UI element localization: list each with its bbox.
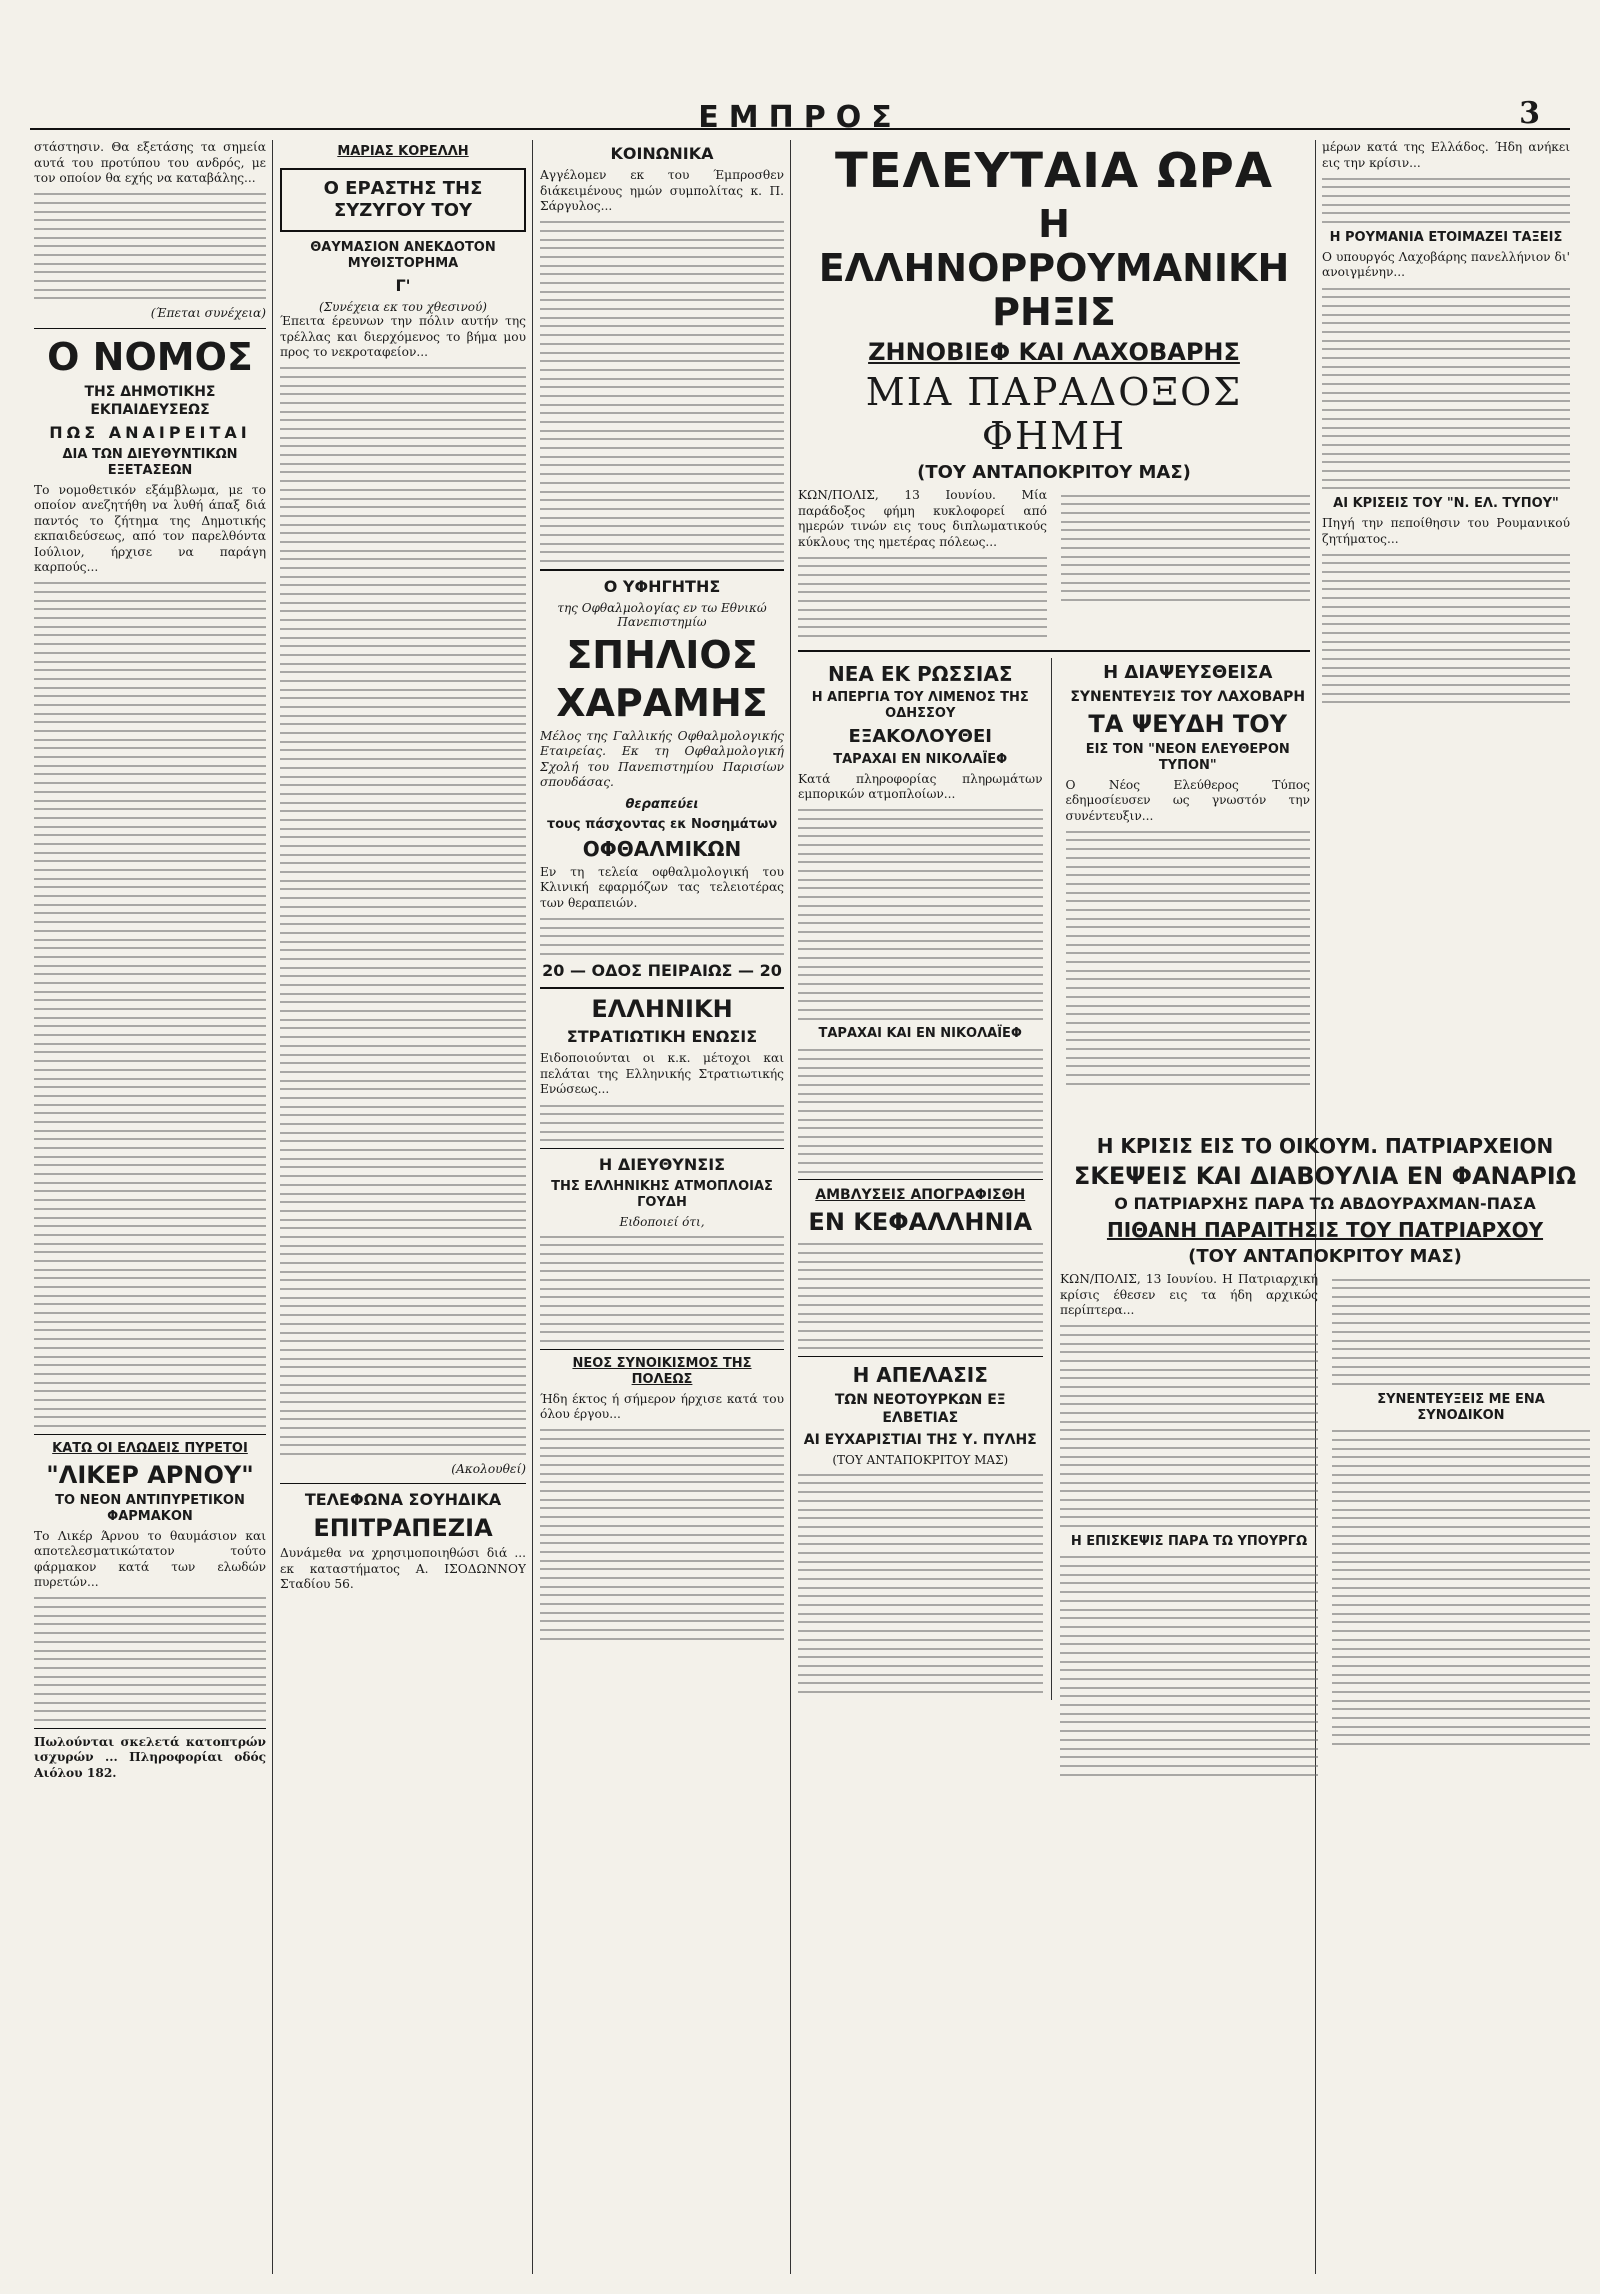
direction-title: Η ΔΙΕΥΘΥΝΣΙΣ (598, 1154, 726, 1174)
doctor-therapeuei-2: τους πάσχοντας εκ Νοσημάτων (546, 816, 778, 832)
amvlyseis-title-2: ΕΝ ΚΕΦΑΛΛΗΝΙΑ (808, 1208, 1033, 1237)
classified-ad: Πωλούνται σκελετά κατοπτρών ισχυρών ... Πληροφορίαι οδός Αιόλου 182. (34, 1734, 266, 1780)
ad-kicker: ΚΑΤΩ ΟΙ ΕΛΩΔΕΙΣ ΠΥΡΕΤΟΙ (52, 1440, 248, 1456)
text-block (280, 367, 526, 1455)
krisis-title: Η ΚΡΙΣΙΣ ΕΙΣ ΤΟ ΟΙΚΟΥΜ. ΠΑΤΡΙΑΡΧΕΙΟΝ (1096, 1134, 1554, 1158)
text-block (1061, 495, 1310, 601)
romania-title: Η ΡΟΥΜΑΝΙΑ ΕΤΟΙΜΑΖΕΙ ΤΑΞΕΙΣ (1329, 229, 1563, 245)
doctor-kicker: Ο ΥΦΗΓΗΤΗΣ (603, 576, 721, 596)
russia-subtitle-2: ΕΞΑΚΟΛΟΥΘΕΙ (848, 725, 992, 747)
main-body-columns (798, 488, 1310, 644)
col6-intro: μέρων κατά της Ελλάδος. Ήδη ανήκει εις την κρίσιν... (1322, 140, 1570, 170)
doctor-address: 20 — ΟΔΟΣ ΠΕΙΡΑΙΩΣ — 20 (542, 961, 782, 981)
text-block (798, 557, 1047, 637)
apelasis-byline: (ΤΟΥ ΑΝΤΑΠΟΚΡΙΤΟΥ ΜΑΣ) (832, 1453, 1009, 1468)
article-continuation: στάστησιν. Θα εξετάσης τα σημεία αυτά του προτύπου του ανδρός, με τον οποίον θα εχής να καταβάλης... (34, 140, 266, 185)
text-block (798, 1049, 1043, 1173)
ad-body: Δυνάμεθα να χρησιμοποιηθώσι διά ... εκ καταστήματος Α. ΙΣΟΔΩΝΝΟΥ Σταδίου 56. (280, 1546, 526, 1592)
text-block (798, 809, 1043, 1020)
serial-title: Ο ΕΡΑΣΤΗΣ ΤΗΣ ΣΥΖΥΓΟΥ ΤΟΥ (323, 178, 483, 221)
to-be-continued: (Έπεται συνέχεια) (150, 306, 266, 321)
direction-subtitle-2: Ειδοποιεί ότι, (619, 1214, 705, 1229)
serial-continuation: (Συνέχεια εκ του χθεσινού) (319, 300, 487, 314)
doctor-specialty: ΟΦΘΑΛΜΙΚΩΝ (582, 836, 742, 861)
nomos-title: Ο ΝΟΜΟΣ (47, 334, 253, 379)
page-number: 3 (1519, 96, 1540, 131)
to-be-continued: (Ακολουθεί) (451, 1461, 526, 1476)
text-block (34, 582, 266, 1427)
text-block (798, 1243, 1043, 1349)
amvlyseis-title: ΑΜΒΛΥΣΕΙΣ ΑΠΟΓΡΑΦΙΣΘΗ (815, 1187, 1026, 1204)
section-title: ΚΟΙΝΩΝΙΚΑ (610, 144, 714, 163)
column-1 (34, 140, 266, 2284)
ad-title: "ΛΙΚΕΡ ΑΡΝΟΥ" (46, 1460, 254, 1489)
text-block (1332, 1430, 1590, 1745)
main-lead: ΚΩΝ/ΠΟΛΙΣ, 13 Ιουνίου. Μία παράδοξος φήμη κυκλοφορεί από ημερών τινών εις τους διπλωματικούς κύκλους της ημετέρας πόλεως... (798, 488, 1047, 549)
main-subheadline-2: ΖΗΝΟΒΙΕΦ ΚΑΙ ΛΑΧΟΒΑΡΗΣ (868, 338, 1240, 366)
apelasis-title: Η ΑΠΕΛΑΣΙΣ (852, 1363, 988, 1388)
text-block (540, 221, 784, 562)
union-title: ΕΛΛΗΝΙΚΗ (591, 995, 733, 1024)
text-block (34, 193, 266, 299)
doctor-description: Μέλος της Γαλλικής Οφθαλμολογικής Εταιρείας. Εκ τη Οφθαλμολογική Σχολή του Πανεπιστημίου Παρισίων σπουδάσας. (540, 728, 784, 790)
text-block (798, 1474, 1043, 1693)
serial-author: ΜΑΡΙΑΣ ΚΟΡΕΛΛΗ (337, 144, 469, 159)
union-body: Ειδοποιούνται οι κ.κ. μέτοχοι και πελάται της Ελληνικής Στρατιωτικής Ενώσεως... (540, 1051, 784, 1097)
main-subheadline: Η ΕΛΛΗΝΟΡΡΟΥΜΑΝΙΚΗ ΡΗΞΙΣ (818, 202, 1290, 334)
text-block (1060, 1325, 1318, 1527)
text-block (1322, 288, 1570, 490)
text-block (540, 1236, 784, 1342)
synenteuxeis-title: ΣΥΝΕΝΤΕΥΞΕΙΣ ΜΕ ΕΝΑ ΣΥΝΟΔΙΚΟΝ (1377, 1391, 1545, 1423)
nomos-subtitle: ΤΗΣ ΔΗΜΟΤΙΚΗΣ ΕΚΠΑΙΔΕΥΣΕΩΣ (84, 383, 216, 418)
russia-title: ΝΕΑ ΕΚ ΡΩΣΣΙΑΣ (827, 661, 1013, 686)
newspaper-title: ΕΜΠΡΟΣ (698, 100, 902, 135)
text-block (34, 1597, 266, 1721)
main-subheadline-3: ΜΙΑ ΠΑΡΑΔΟΞΟΣ ΦΗΜΗ (865, 370, 1243, 458)
text-block (1322, 178, 1570, 223)
diaps-subtitle-2: ΤΑ ΨΕΥΔΗ ΤΟΥ (1088, 709, 1288, 738)
krisis-byline: (ΤΟΥ ΑΝΤΑΠΟΚΡΙΤΟΥ ΜΑΣ) (1188, 1246, 1462, 1267)
masthead (0, 0, 1600, 135)
column-2 (280, 140, 526, 2284)
text-block (1322, 554, 1570, 704)
column-3 (540, 140, 784, 2284)
serial-subtitle: ΘΑΥΜΑΣΙΟΝ ΑΝΕΚΔΟΤΟΝ ΜΥΘΙΣΤΟΡΗΜΑ (310, 240, 496, 271)
russia-subtitle-3: ΤΑΡΑΧΑΙ ΕΝ ΝΙΚΟΛΑΪΕΦ (833, 751, 1008, 767)
diaps-subtitle-3: ΕΙΣ ΤΟΝ "ΝΕΟΝ ΕΛΕΥΘΕΡΟΝ ΤΥΠΟΝ" (1085, 741, 1290, 773)
text-block (1066, 831, 1311, 1085)
doctor-therapeuei: θεραπεύει (625, 796, 699, 812)
serial-body: Έπειτα έρευνων την πόλιν αυτήν της τρέλλας και διερχόμενος το βήμα μου προς το νεκροταφείον... (280, 314, 526, 359)
column-6 (1322, 140, 1570, 1124)
serial-title-box (280, 168, 526, 232)
krisis-subtitle-3: ΠΙΘΑΝΗ ΠΑΡΑΙΤΗΣΙΣ ΤΟΥ ΠΑΤΡΙΑΡΧΟΥ (1106, 1218, 1544, 1242)
krisis-section (1060, 1130, 1590, 2284)
nomos-subtitle-2: ΠΩΣ ΑΝΑΙΡΕΙΤΑΙ (49, 422, 251, 442)
krisis-body-columns (1060, 1272, 1590, 1782)
krises-title: ΑΙ ΚΡΙΣΕΙΣ ΤΟΥ "Ν. ΕΛ. ΤΥΠΟΥ" (1333, 496, 1559, 511)
direction-subtitle: ΤΗΣ ΕΛΛΗΝΙΚΗΣ ΑΤΜΟΠΛΟΙΑΣ ΓΟΥΔΗ (551, 1178, 773, 1210)
krisis-subtitle: ΣΚΕΨΕΙΣ ΚΑΙ ΔΙΑΒΟΥΛΙΑ ΕΝ ΦΑΝΑΡΙΩ (1073, 1162, 1577, 1190)
serial-part: Γ' (395, 276, 411, 295)
text-block (1332, 1279, 1590, 1385)
doctor-line: της Οφθαλμολογίας εν τω Εθνικώ Πανεπιστημίω (557, 600, 767, 629)
ad-subtitle: ΤΟ ΝΕΟΝ ΑΝΤΙΠΥΡΕΤΙΚΟΝ ΦΑΡΜΑΚΟΝ (55, 1492, 245, 1524)
russia-subtitle: Η ΑΠΕΡΓΙΑ ΤΟΥ ΛΙΜΕΝΟΣ ΤΗΣ ΟΔΗΣΣΟΥ (811, 689, 1029, 721)
russia-column (798, 658, 1052, 1700)
ad-body: Το Λικέρ Άρνου το θαυμάσιον και αποτελεσματικώτατον τούτο φάρμακον κατά των ελωδών πυρετών... (34, 1528, 266, 1590)
romania-body: Ο υπουργός Λαχοβάρης πανελλήνιον δι' ανοιγμένην... (1322, 249, 1570, 280)
text-block (540, 1105, 784, 1142)
main-byline: (ΤΟΥ ΑΝΤΑΠΟΚΡΙΤΟΥ ΜΑΣ) (917, 462, 1191, 483)
union-title-2: ΣΤΡΑΤΙΩΤΙΚΗ ΕΝΩΣΙΣ (566, 1027, 758, 1047)
ad-title-2: ΕΠΙΤΡΑΠΕΖΙΑ (313, 1514, 493, 1543)
column-divider (532, 140, 533, 2274)
krisis-body: ΚΩΝ/ΠΟΛΙΣ, 13 Ιουνίου. Η Πατριαρχική κρίσις έθεσεν εις τα ήδη αρχικώς περίπτερα... (1060, 1272, 1318, 1317)
column-divider (790, 140, 791, 2274)
text-block (1060, 1556, 1318, 1775)
apelasis-subtitle-2: ΑΙ ΕΥΧΑΡΙΣΤΙΑΙ ΤΗΣ Υ. ΠΥΛΗΣ (803, 1432, 1037, 1449)
main-headline: ΤΕΛΕΥΤΑΙΑ ΩΡΑ (835, 143, 1273, 199)
doctor-name-2: ΧΑΡΑΜΗΣ (556, 680, 768, 725)
diaps-title: Η ΔΙΑΨΕΥΣΘΕΙΣΑ (1103, 661, 1273, 683)
diaps-body: Ο Νέος Ελεύθερος Τύπος εδημοσίευσεν ως γνωστόν την συνέντευξιν... (1065, 777, 1310, 823)
diaps-subtitle: ΣΥΝΕΝΤΕΥΞΙΣ ΤΟΥ ΛΑΧΟΒΑΡΗ (1070, 688, 1306, 705)
episkepsis-title: Η ΕΠΙΣΚΕΨΙΣ ΠΑΡΑ ΤΩ ΥΠΟΥΡΓΩ (1070, 1533, 1308, 1549)
krises-body: Πηγή την πεποίθησιν του Ρουμανικού ζητήματος... (1322, 516, 1570, 546)
russia-body: Κατά πληροφορίας πληρωμάτων εμπορικών ατμοπλοίων... (798, 771, 1043, 802)
doctor-body: Εν τη τελεία οφθαλμολογική του Κλινική εφαρμόζων τας τελειοτέρας των θεραπειών. (540, 864, 784, 910)
koinonika-body: Αγγέλομεν εκ του Έμπροσθεν διάκειμένους ημών συμπολίτας κ. Π. Σάργυλος... (540, 168, 784, 213)
news-body: Ήδη έκτος ή σήμερον ήρχισε κατά του όλου έργου... (540, 1391, 784, 1422)
column-divider (272, 140, 273, 2274)
masthead-rule (30, 128, 1570, 130)
doctor-name-1: ΣΠΗΛΙΟΣ (566, 632, 758, 677)
krisis-subtitle-2: Ο ΠΑΤΡΙΑΡΧΗΣ ΠΑΡΑ ΤΩ ΑΒΔΟΥΡΑΧΜΑΝ-ΠΑΣΑ (1114, 1194, 1536, 1213)
nomos-subtitle-3: ΔΙΑ ΤΩΝ ΔΙΕΥΘΥΝΤΙΚΩΝ ΕΞΕΤΑΣΕΩΝ (62, 446, 238, 478)
text-block (540, 918, 784, 955)
nomos-article-body: Το νομοθετικόν εξάμβλωμα, με το οποίον ανεζητήθη να λυθή άπαξ διά παντός το ζήτημα της Δημοτικής εκπαιδεύσεως, από τον παρελθόντα Ιούλιον, ήρχισε να παράγη καρπούς... (34, 482, 266, 575)
russia-subtitle-4: ΤΑΡΑΧΑΙ ΚΑΙ ΕΝ ΝΙΚΟΛΑΪΕΦ (818, 1026, 1022, 1042)
news-title: ΝΕΟΣ ΣΥΝΟΙΚΙΣΜΟΣ ΤΗΣ ΠΟΛΕΩΣ (572, 1355, 752, 1387)
ad-title: ΤΕΛΕΦΩΝΑ ΣΟΥΗΔΙΚΑ (304, 1490, 502, 1510)
apelasis-subtitle: ΤΩΝ ΝΕΟΤΟΥΡΚΩΝ ΕΞ ΕΛΒΕΤΙΑΣ (834, 1392, 1006, 1427)
text-block (540, 1429, 784, 1640)
